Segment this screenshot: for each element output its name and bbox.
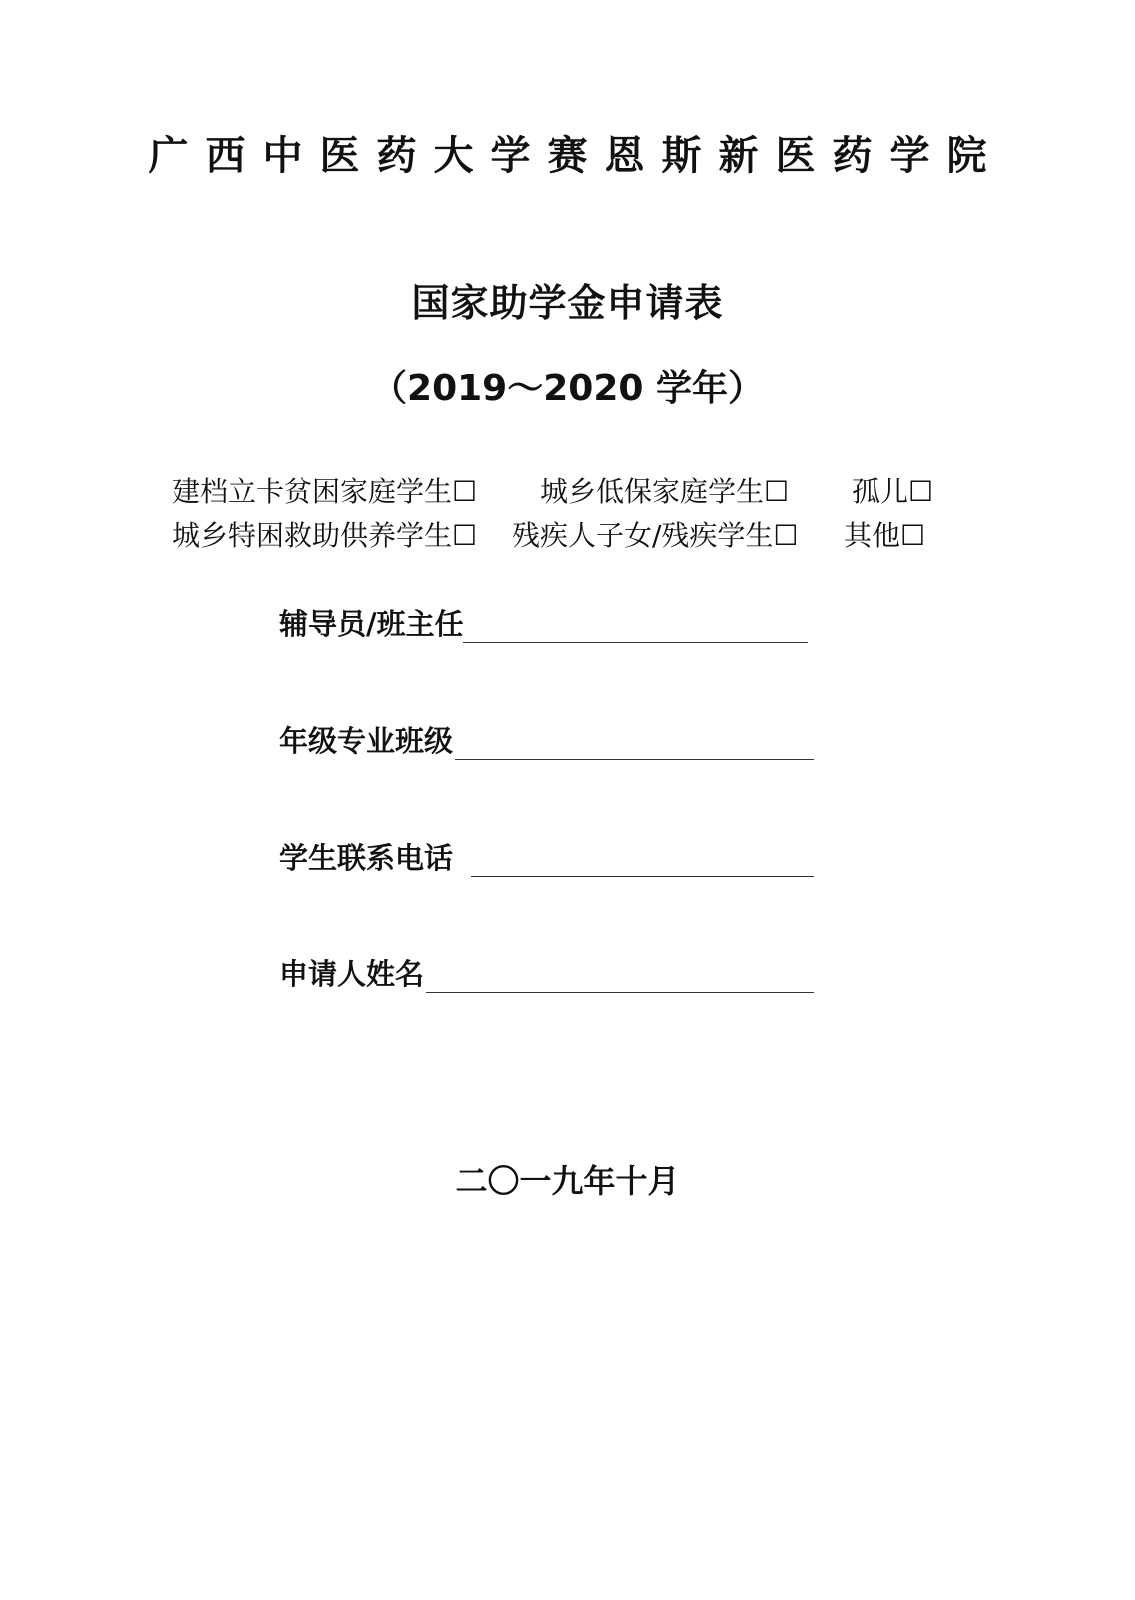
applicant-name-label: 申请人姓名	[279, 957, 425, 991]
academic-year: （2019～2020 学年）	[371, 368, 764, 409]
issue-date: 二〇一九年十月	[455, 1162, 680, 1200]
phone-label: 学生联系电话	[279, 841, 454, 875]
phone-input-line[interactable]	[471, 876, 814, 877]
applicant-name-input-line[interactable]	[426, 992, 814, 993]
category-special-hardship-checkbox[interactable]: 城乡特困救助供养学生☐	[172, 519, 478, 552]
class-input-line[interactable]	[455, 759, 814, 760]
category-other-checkbox[interactable]: 其他☐	[844, 519, 926, 552]
category-disability-checkbox[interactable]: 残疾人子女/残疾学生☐	[512, 519, 799, 552]
category-low-income-checkbox[interactable]: 城乡低保家庭学生☐	[540, 475, 790, 508]
category-orphan-checkbox[interactable]: 孤儿☐	[852, 475, 934, 508]
counselor-label: 辅导员/班主任	[279, 607, 464, 641]
form-title: 国家助学金申请表	[411, 281, 724, 325]
counselor-input-line[interactable]	[463, 642, 808, 643]
category-poverty-registered-checkbox[interactable]: 建档立卡贫困家庭学生☐	[172, 475, 478, 508]
university-name: 广西中医药大学赛恩斯新医药学院	[148, 133, 1004, 179]
class-label: 年级专业班级	[279, 724, 454, 758]
